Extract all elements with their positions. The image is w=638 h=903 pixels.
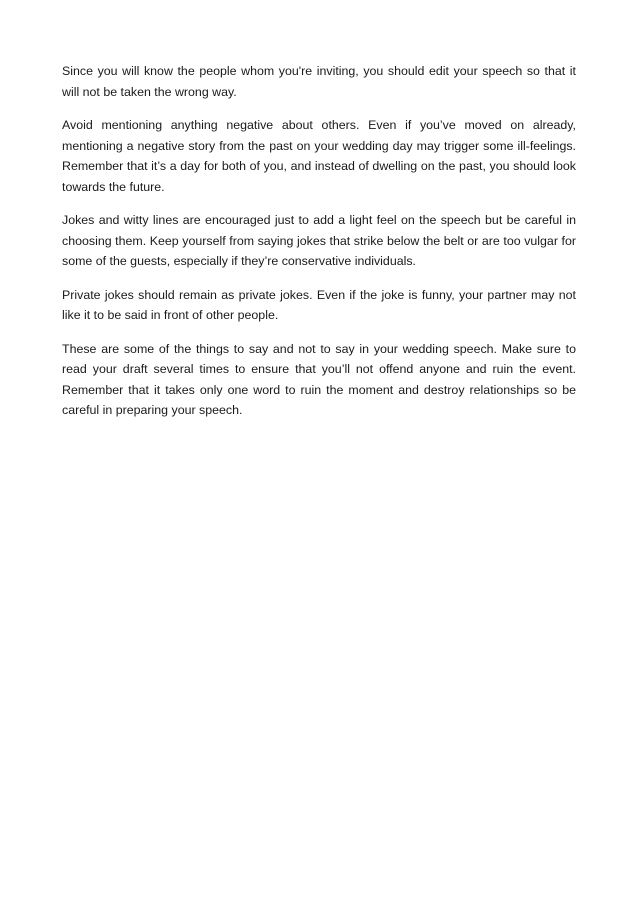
paragraph: Jokes and witty lines are encouraged just to add a light feel on the speech but be careful in choosing them. Keep yourself from saying jokes that strike below the belt or are too vulgar for some of the guests, especially if they’re conservative individuals. xyxy=(62,213,576,268)
paragraph: Since you will know the people whom you're inviting, you should edit your speech so that it will not be taken the wrong way. xyxy=(62,64,576,99)
paragraph: Private jokes should remain as private jokes. Even if the joke is funny, your partner may not like it to be said in front of other people. xyxy=(62,287,576,322)
paragraph: Avoid mentioning anything negative about others. Even if you’ve moved on already, mentioning a negative story from the past on your wedding day may trigger some ill-feelings. Remember that it’s a day for both of you, and instead of dwelling on the past, you should look towards the future. xyxy=(62,118,576,194)
body-text xyxy=(62,61,576,434)
paragraph: These are some of the things to say and not to say in your wedding speech. Make sure to read your draft several times to ensure that you’ll not offend anyone and ruin the event. Remember that it takes only one word to ruin the moment and destroy relationships so be careful in preparing your speech. xyxy=(62,341,576,417)
